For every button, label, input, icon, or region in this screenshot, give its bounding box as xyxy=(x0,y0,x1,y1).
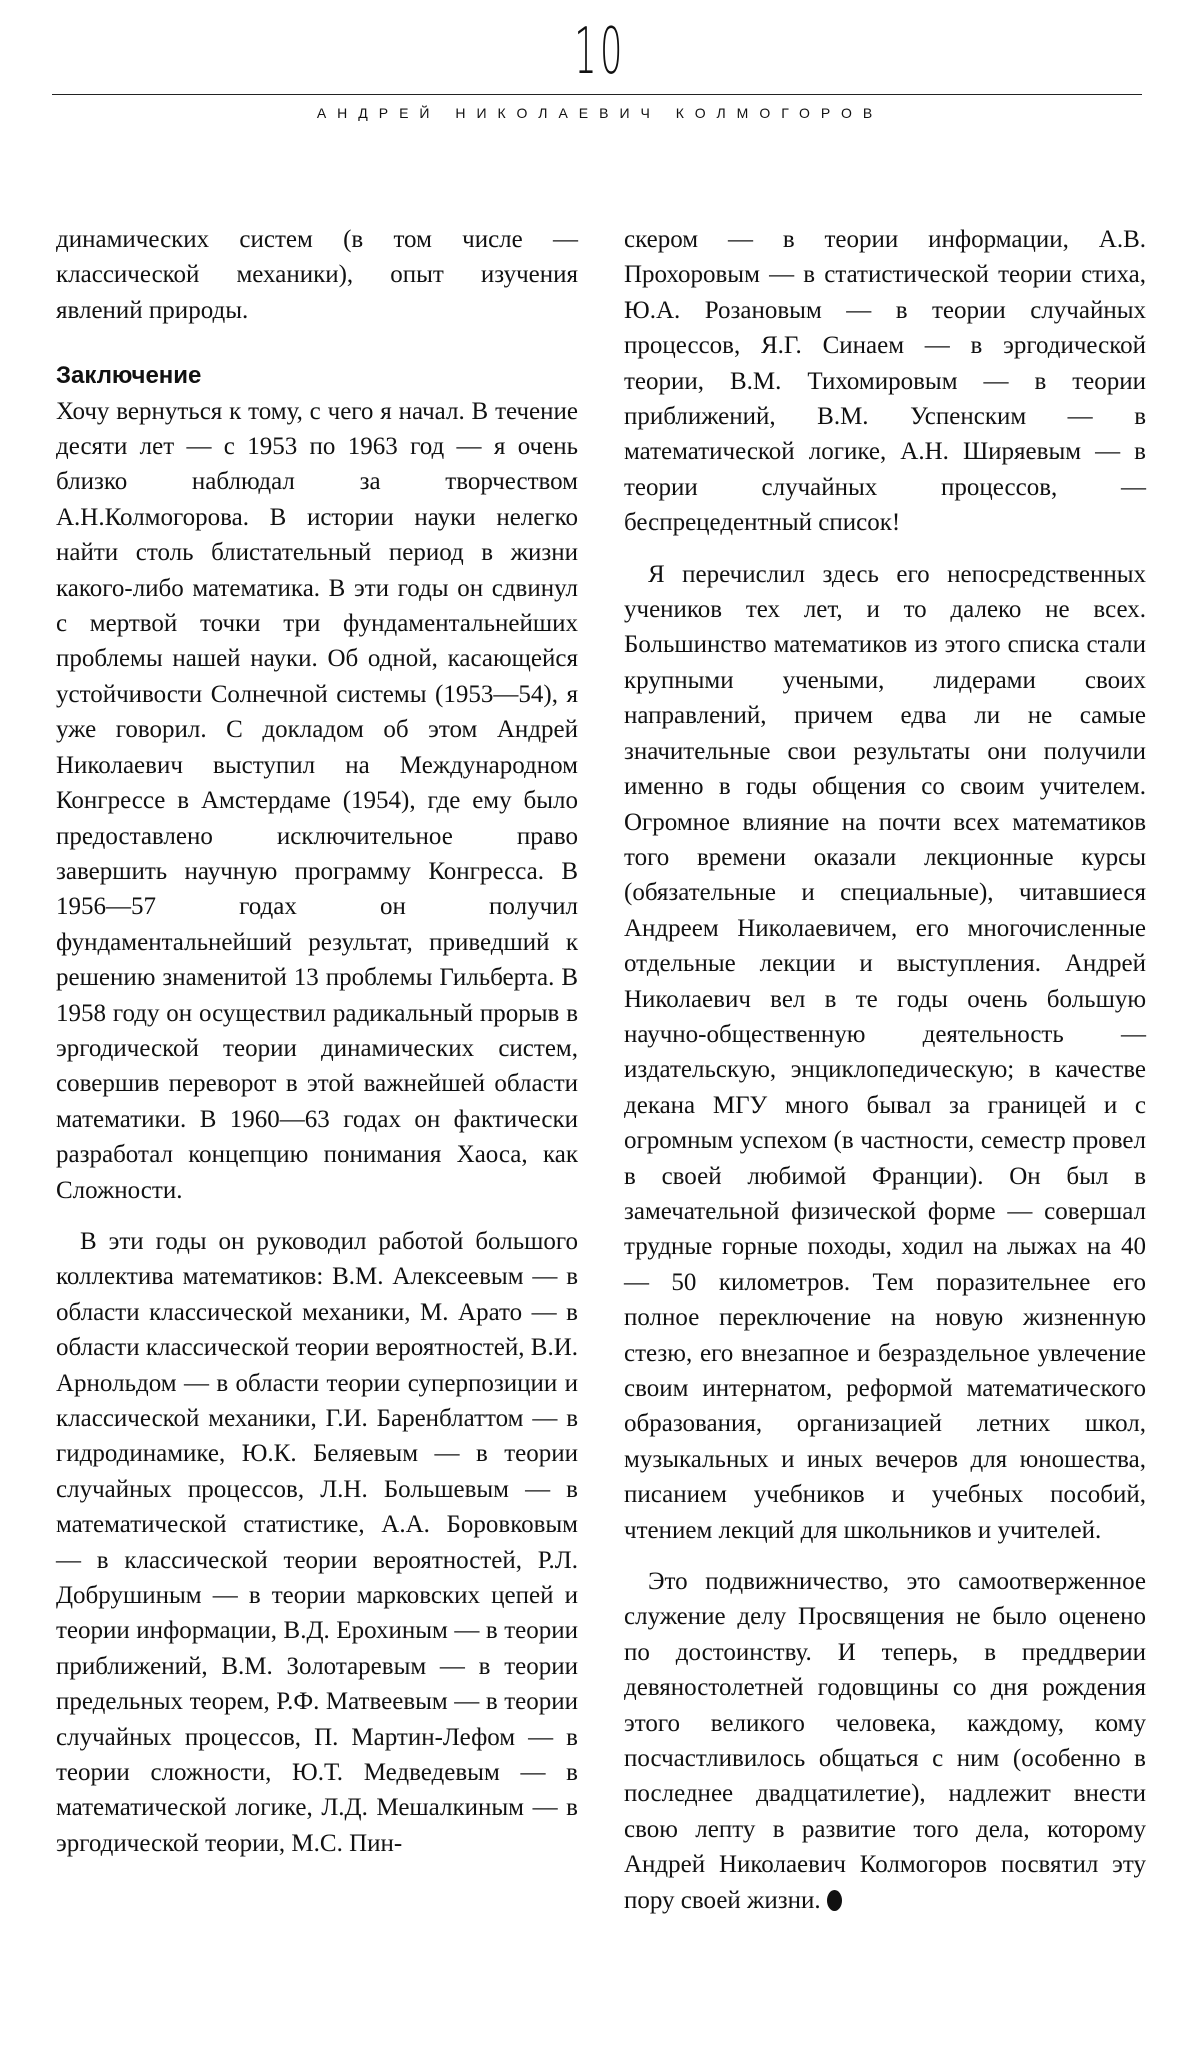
paragraph-students-list: В эти годы он руководил работой большого коллектива математиков: В.М. Алексеевым — в области классической механики, М. Арато — в области классической теории вероятностей, В.И. Арнольдом — в области теории суперпозиции и классической механики, Г.И. Баренблаттом — в гидродинамике, Ю.К. Беляевым — в теории случайных процессов, Л.Н. Большевым — в математической статистике, А.А. Боровковым — в классической теории вероятностей, Р.Л. Добрушиным — в теории марковских цепей и теории информации, В.Д. Ерохиным — в теории приближений, В.М. Золотаревым — в теории предельных теорем, Р.Ф. Матвеевым — в теории случайных процессов, П. Мартин-Лефом — в теории сложности, Ю.Т. Медведевым — в математической логике, Л.Д. Мешалкиным — в эргодической теории, М.С. Пин- xyxy=(56,1227,578,1857)
right-column xyxy=(624,222,1146,1918)
left-column xyxy=(56,222,578,1861)
end-of-article-mark xyxy=(827,1890,842,1911)
header-rule xyxy=(52,94,1142,95)
page-number: 10 xyxy=(574,15,626,89)
paragraph-closing xyxy=(624,1564,1146,1918)
paragraph-students-influence: Я перечислил здесь его непосредственных учеников тех лет, и то далеко не всех. Большинство математиков из этого списка стали крупными учеными, лидерами своих направлений, причем едва ли не самые значительные свои результаты они получили именно в годы общения со своим учителем. Огромное влияние на почти всех математиков того времени оказали лекционные курсы (обязательные и специальные), читавшиеся Андреем Николаевичем, его многочисленные отдельные лекции и выступления. Андрей Николаевич вел в те годы очень большую научно-общественную деятельность — издательскую, энциклопедическую; в качестве декана МГУ много бывал за границей и с огромным успехом (в частности, семестр провел в своей любимой Франции). Он был в замечательной физической форме — совершал трудные горные походы, ходил на лыжах на 40 — 50 километров. Тем поразительнее его полное переключение на новую жизненную стезю, его внезапное и безраздельное увлечение своим интернатом, реформой математического образования, организацией летних школ, музыкальных и иных вечеров для юношества, писанием учебников и учебных пособий, чтением лекций для школьников и учителей. xyxy=(624,560,1146,1544)
paragraph-students-list-end: скером — в теории информации, А.В. Прохоровым — в статистической теории стиха, Ю.А. Розановым — в теории случайных процессов, Я.Г. Синаем — в эргодической теории, В.М. Тихомировым — в теории приближений, В.М. Успенским — в математической логике, А.Н. Ширяевым — в теории случайных процессов, — беспрецедентный список! xyxy=(624,226,1146,537)
paragraph-conclusion-intro: Хочу вернуться к тому, с чего я начал. В течение десяти лет — с 1953 по 1963 год — я очень близко наблюдал за творчеством А.Н.Колмогорова. В истории науки нелегко найти столь блистательный период в жизни какого-либо математика. В эти годы он сдвинул с мертвой точки три фундаментальнейших проблемы нашей науки. Об одной, касающейся устойчивости Солнечной системы (1953—54), я уже говорил. С докладом об этом Андрей Николаевич выступил на Международном Конгрессе в Амстердаме (1954), где ему было предоставлено исключительное право завершить научную программу Конгресса. В 1956—57 годах он получил фундаментальнейший результат, приведший к решению знаменитой 13 проблемы Гильберта. В 1958 году он осуществил радикальный прорыв в эргодической теории динамических систем, совершив переворот в этой важнейшей области математики. В 1960—63 годах он фактически разработал концепцию понимания Хаоса, как Сложности. xyxy=(56,397,578,1204)
running-head: АНДРЕЙ НИКОЛАЕВИЧ КОЛМОГОРОВ xyxy=(316,105,884,121)
closing-text: Это подвижничество, это самоотверженное служение делу Просвящения не было оценено по достоинству. И теперь, в преддверии девяностолетней годовщины со дня рождения этого великого человека, каждому, кому посчастливилось общаться с ним (особенно в последнее двадцатилетие), надлежит внести свою лепту в развитие того дела, которому Андрей Николаевич Колмогоров посвятил эту пору своей жизни. xyxy=(624,1568,1146,1914)
section-heading: Заключение xyxy=(56,362,202,390)
paragraph-continuation: динамических систем (в том числе — классической механики), опыт изучения явлений природы. xyxy=(56,226,578,324)
